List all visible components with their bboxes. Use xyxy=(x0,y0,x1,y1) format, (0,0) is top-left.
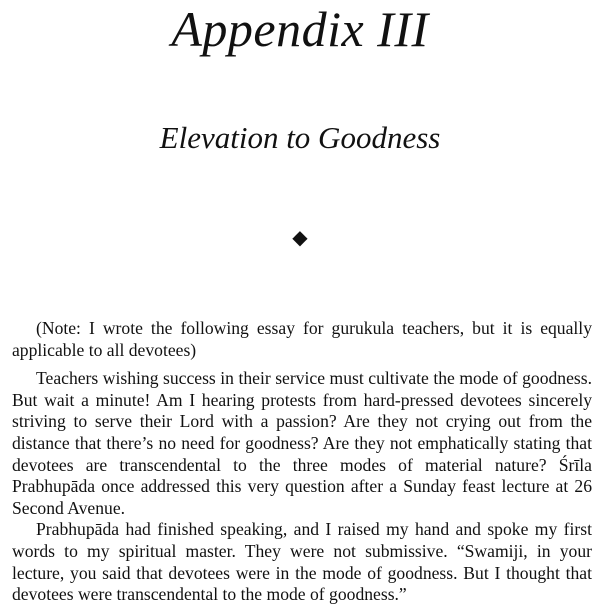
body-paragraph: Prabhupāda had finished speaking, and I raised my hand and spoke my first words to my spiritual master. They were not submissive. “Swamiji, in your lecture, you said that devotees were in the mode of goodness. But I thought that devotees were transcendental to the mode of goodness.” xyxy=(12,519,592,605)
chapter-subtitle: Elevation to Goodness xyxy=(159,120,441,155)
note-paragraph: (Note: I wrote the following essay for gurukula teachers, but it is equally applicable to all devotees) xyxy=(12,318,592,360)
body-text xyxy=(12,318,592,606)
body-paragraph: Teachers wishing success in their service must cultivate the mode of goodness. But wait a minute! Am I hearing protests from hard-pressed devotees sincerely striving to serve their Lord with a passion? Are they not crying out from the distance that there’s no need for goodness? Are they not emphatically stating that devotees are transcendental to the three modes of material nature? Śrīla Prabhupāda once addressed this very question after a Sunday feast lecture at 26 Second Avenue. xyxy=(12,368,592,518)
chapter-title: Appendix III xyxy=(171,1,429,57)
diamond-ornament-icon: ◆ xyxy=(292,227,308,249)
